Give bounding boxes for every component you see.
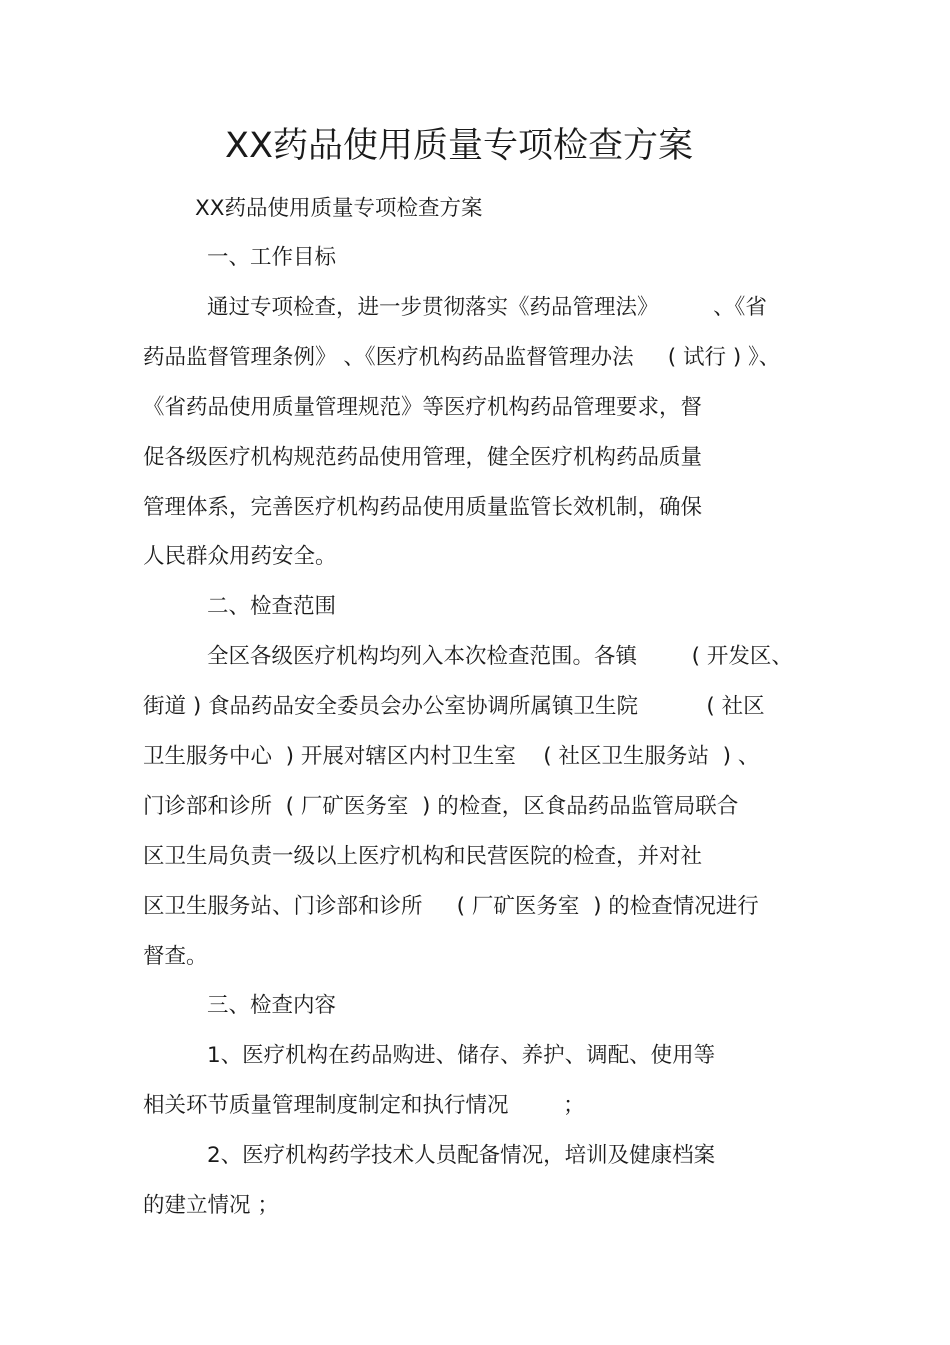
paragraph-line: 《省药品使用质量管理规范》等医疗机构药品管理要求，督	[143, 395, 703, 420]
paragraph-line: 区卫生服务站、门诊部和诊所 ( 厂矿医务室 ) 的检查情况进行	[143, 894, 759, 919]
paragraph-line: 通过专项检查，进一步贯彻落实《药品管理法》 、《省	[207, 295, 767, 320]
paragraph-line: 区卫生局负责一级以上医疗机构和民营医院的检查，并对社	[143, 844, 703, 869]
paragraph-line: 督查。	[143, 944, 208, 969]
paragraph-line: 2、医疗机构药学技术人员配备情况，培训及健康档案	[207, 1143, 716, 1168]
section-heading: 二、检查范围	[207, 594, 337, 619]
paragraph-line: 促各级医疗机构规范药品使用管理，健全医疗机构药品质量	[143, 445, 703, 470]
paragraph-line: 卫生服务中心 ) 开展对辖区内村卫生室 ( 社区卫生服务站 ) 、	[143, 744, 760, 769]
paragraph-line: 相关环节质量管理制度制定和执行情况 ；	[143, 1093, 585, 1118]
paragraph-line: 药品监督管理条例》 、《医疗机构药品监督管理办法 ( 试行 ) 》、	[143, 345, 781, 370]
paragraph-line: 全区各级医疗机构均列入本次检查范围。各镇 ( 开发区、	[207, 644, 793, 669]
paragraph-line: 1、医疗机构在药品购进、储存、养护、调配、使用等	[207, 1043, 716, 1068]
subtitle-line: XX药品使用质量专项检查方案	[195, 196, 483, 221]
paragraph-line: 门诊部和诊所 ( 厂矿医务室 ) 的检查，区食品药品监管局联合	[143, 794, 739, 819]
paragraph-line: 的建立情况 ；	[143, 1193, 279, 1218]
page-title: XX药品使用质量专项检查方案	[225, 126, 693, 166]
paragraph-line: 人民群众用药安全。	[143, 544, 337, 569]
section-heading: 三、检查内容	[207, 993, 337, 1018]
paragraph-line: 管理体系，完善医疗机构药品使用质量监管长效机制，确保	[143, 495, 703, 520]
section-heading: 一、工作目标	[207, 245, 337, 270]
paragraph-line: 街道 ) 食品药品安全委员会办公室协调所属镇卫生院 ( 社区	[143, 694, 765, 719]
